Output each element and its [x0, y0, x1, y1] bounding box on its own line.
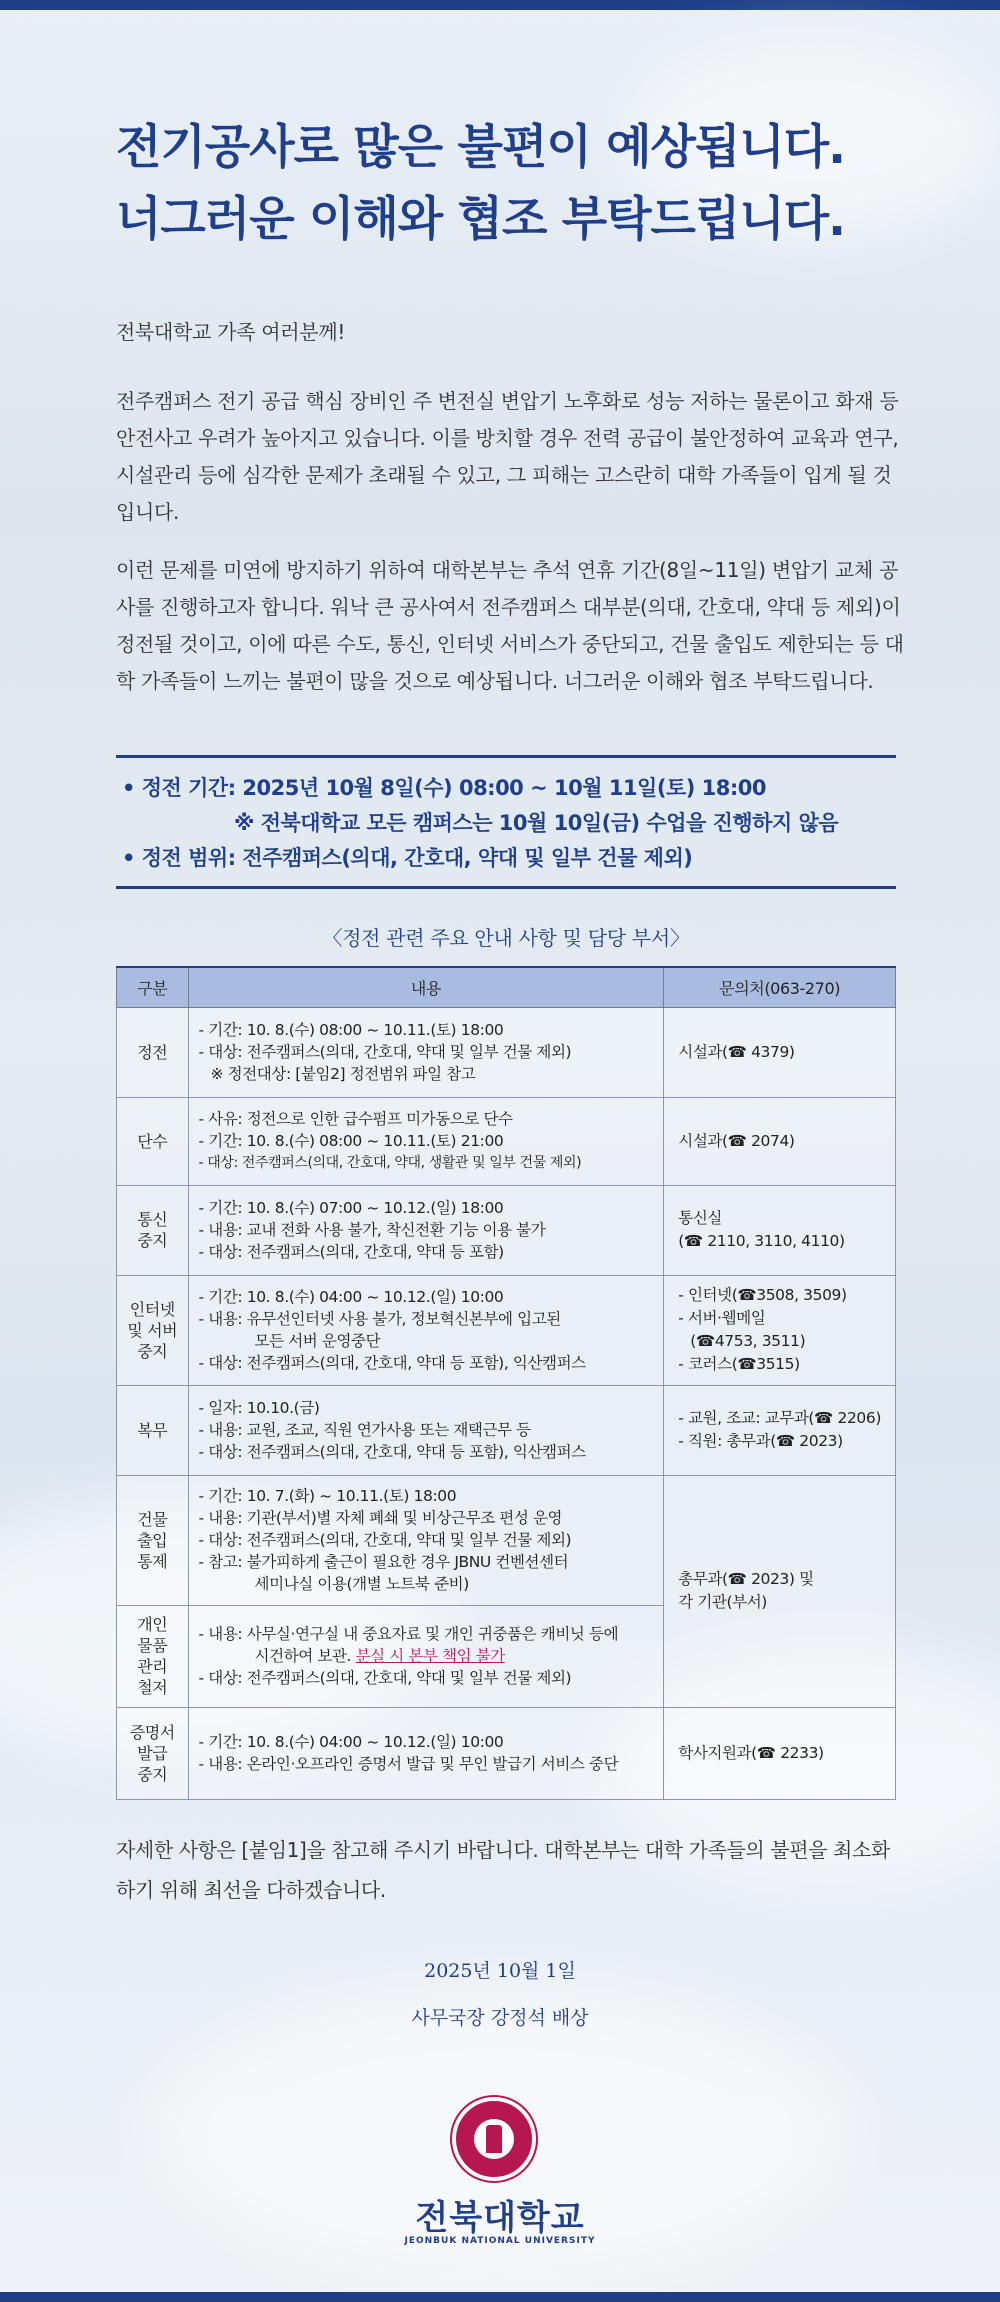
row-content: - 일자: 10.10.(금) - 내용: 교원, 조교, 직원 연가사용 또는 재택근무 등 - 대상: 전주캠퍼스(의대, 간호대, 약대 등 포함), 익산캠퍼스 — [188, 1385, 664, 1475]
row-category: 증명서 발급 중지 — [117, 1707, 189, 1799]
headline-line-1: 전기공사로 많은 불편이 예상됩니다. — [116, 120, 845, 175]
closing-text: 자세한 사항은 [붙임1]을 참고해 주시기 바랍니다. 대학본부는 대학 가족들의 불편을 최소화하기 위해 최선을 다하겠습니다. — [116, 1838, 890, 1902]
greeting: 전북대학교 가족 여러분께! — [116, 320, 346, 344]
table-row — [117, 1007, 896, 1097]
university-name: 전북대학교 — [415, 2198, 585, 2238]
table-row — [117, 1185, 896, 1275]
table-row — [117, 1475, 896, 1605]
row-category: 인터넷 및 서버 중지 — [117, 1275, 189, 1385]
outage-notice-box — [116, 755, 896, 889]
top-border — [0, 0, 1000, 10]
row-category: 복무 — [117, 1385, 189, 1475]
table-row — [117, 1097, 896, 1185]
table-title: 〈정전 관련 주요 안내 사항 및 담당 부서〉 — [322, 926, 690, 950]
row-contact: 통신실 (☎ 2110, 3110, 4110) — [664, 1185, 896, 1275]
row-content: - 내용: 사무실·연구실 내 중요자료 및 개인 귀중품은 캐비닛 등에 시건하여 보관. 분실 시 본부 책임 불가 - 대상: 전주캠퍼스(의대, 간호대, 약대 및 일부 건물 제외) — [188, 1605, 664, 1707]
headline-line-2: 너그러운 이해와 협조 부탁드립니다. — [116, 192, 845, 247]
paragraph-1: 전주캠퍼스 전기 공급 핵심 장비인 주 변전실 변압기 노후화로 성능 저하는 물론이고 화재 등 안전사고 우려가 높아지고 있습니다. 이를 방치할 경우 전력 공급이 불안정하여 교육과 연구, 시설관리 등에 심각한 문제가 초래될 수 있고, 그 피해는 고스란히 대학 가족들이 입게 될 것입니다. — [116, 389, 899, 524]
table-row — [117, 1707, 896, 1799]
row-content: - 기간: 10. 8.(수) 07:00 ~ 10.12.(일) 18:00 - 내용: 교내 전화 사용 불가, 착신전환 기능 이용 불가 - 대상: 전주캠퍼스(의대, 간호대, 약대 등 포함) — [188, 1185, 664, 1275]
table-header-row — [117, 967, 896, 1007]
row-content: - 기간: 10. 7.(화) ~ 10.11.(토) 18:00 - 내용: 기관(부서)별 자체 폐쇄 및 비상근무조 편성 운영 - 대상: 전주캠퍼스(의대, 간호대, 약대 및 일부 건물 제외) - 참고: 불가피하게 출근이 필요한 경우 JBNU 컨벤션센터 세미나실 이용(개별 노트북 준비) — [188, 1475, 664, 1605]
header-contact: 문의처(063-270) — [664, 967, 896, 1007]
row-contact: 학사지원과(☎ 2233) — [664, 1707, 896, 1799]
liability-warning: 분실 시 본부 책임 불가 — [355, 1647, 505, 1665]
row-contact: - 교원, 조교: 교무과(☎ 2206) - 직원: 총무과(☎ 2023) — [664, 1385, 896, 1475]
table-row — [117, 1385, 896, 1475]
row-category: 건물 출입 통제 — [117, 1475, 189, 1605]
outage-period: • 정전 기간: 2025년 10월 8일(수) 08:00 ~ 10월 11일(토) 18:00 — [122, 776, 766, 800]
row-category: 단수 — [117, 1097, 189, 1185]
row-contact: 시설과(☎ 4379) — [664, 1007, 896, 1097]
notice-date: 2025년 10월 1일 — [424, 1960, 576, 1982]
paragraph-2: 이런 문제를 미연에 방지하기 위하여 대학본부는 추석 연휴 기간(8일~11일) 변압기 교체 공사를 진행하고자 합니다. 워낙 큰 공사여서 전주캠퍼스 대부분(의대, 간호대, 약대 등 제외)이 정전될 것이고, 이에 따른 수도, 통신, 인터넷 서비스가 중단되고, 건물 출입도 제한되는 등 대학 가족들이 느끼는 불편이 많을 것으로 예상됩니다. 너그러운 이해와 협조 부탁드립니다. — [116, 558, 904, 693]
row-content: - 기간: 10. 8.(수) 08:00 ~ 10.11.(토) 18:00 - 대상: 전주캠퍼스(의대, 간호대, 약대 및 일부 건물 제외) ※ 정전대상: [붙임2] 정전범위 파일 참고 — [188, 1007, 664, 1097]
university-english-name: JEONBUK NATIONAL UNIVERSITY — [404, 2236, 596, 2246]
bottom-border — [0, 2292, 1000, 2302]
header-content: 내용 — [188, 967, 664, 1007]
row-content: - 기간: 10. 8.(수) 04:00 ~ 10.12.(일) 10:00 - 내용: 유무선인터넷 사용 불가, 정보혁신본부에 입고된 모든 서버 운영중단 - 대상: 전주캠퍼스(의대, 간호대, 약대 등 포함), 익산캠퍼스 — [188, 1275, 664, 1385]
header-category: 구분 — [117, 967, 189, 1007]
row-category: 통신 중지 — [117, 1185, 189, 1275]
row-content: - 기간: 10. 8.(수) 04:00 ~ 10.12.(일) 10:00 - 내용: 온라인·오프라인 증명서 발급 및 무인 발급기 서비스 중단 — [188, 1707, 664, 1799]
row-category: 정전 — [117, 1007, 189, 1097]
row-contact: 총무과(☎ 2023) 및 각 기관(부서) — [664, 1475, 896, 1707]
class-cancel-note: ※ 전북대학교 모든 캠퍼스는 10월 10일(금) 수업을 진행하지 않음 — [234, 811, 839, 835]
row-contact: - 인터넷(☎3508, 3509) - 서버·웹메일 (☎4753, 3511) - 코러스(☎3515) — [664, 1275, 896, 1385]
university-seal-icon — [452, 2097, 536, 2181]
signer: 사무국장 강정석 배상 — [411, 2007, 589, 2029]
row-contact: 시설과(☎ 2074) — [664, 1097, 896, 1185]
outage-scope: • 정전 범위: 전주캠퍼스(의대, 간호대, 약대 및 일부 건물 제외) — [122, 846, 693, 870]
info-table — [116, 966, 896, 1800]
row-content: - 사유: 정전으로 인한 급수펌프 미가동으로 단수 - 기간: 10. 8.(수) 08:00 ~ 10.11.(토) 21:00 - 대상: 전주캠퍼스(의대, 간호대, 약대, 생활관 및 일부 건물 제외) — [188, 1097, 664, 1185]
table-row — [117, 1275, 896, 1385]
headline — [116, 112, 916, 256]
row-category: 개인 물품 관리 철저 — [117, 1605, 189, 1707]
